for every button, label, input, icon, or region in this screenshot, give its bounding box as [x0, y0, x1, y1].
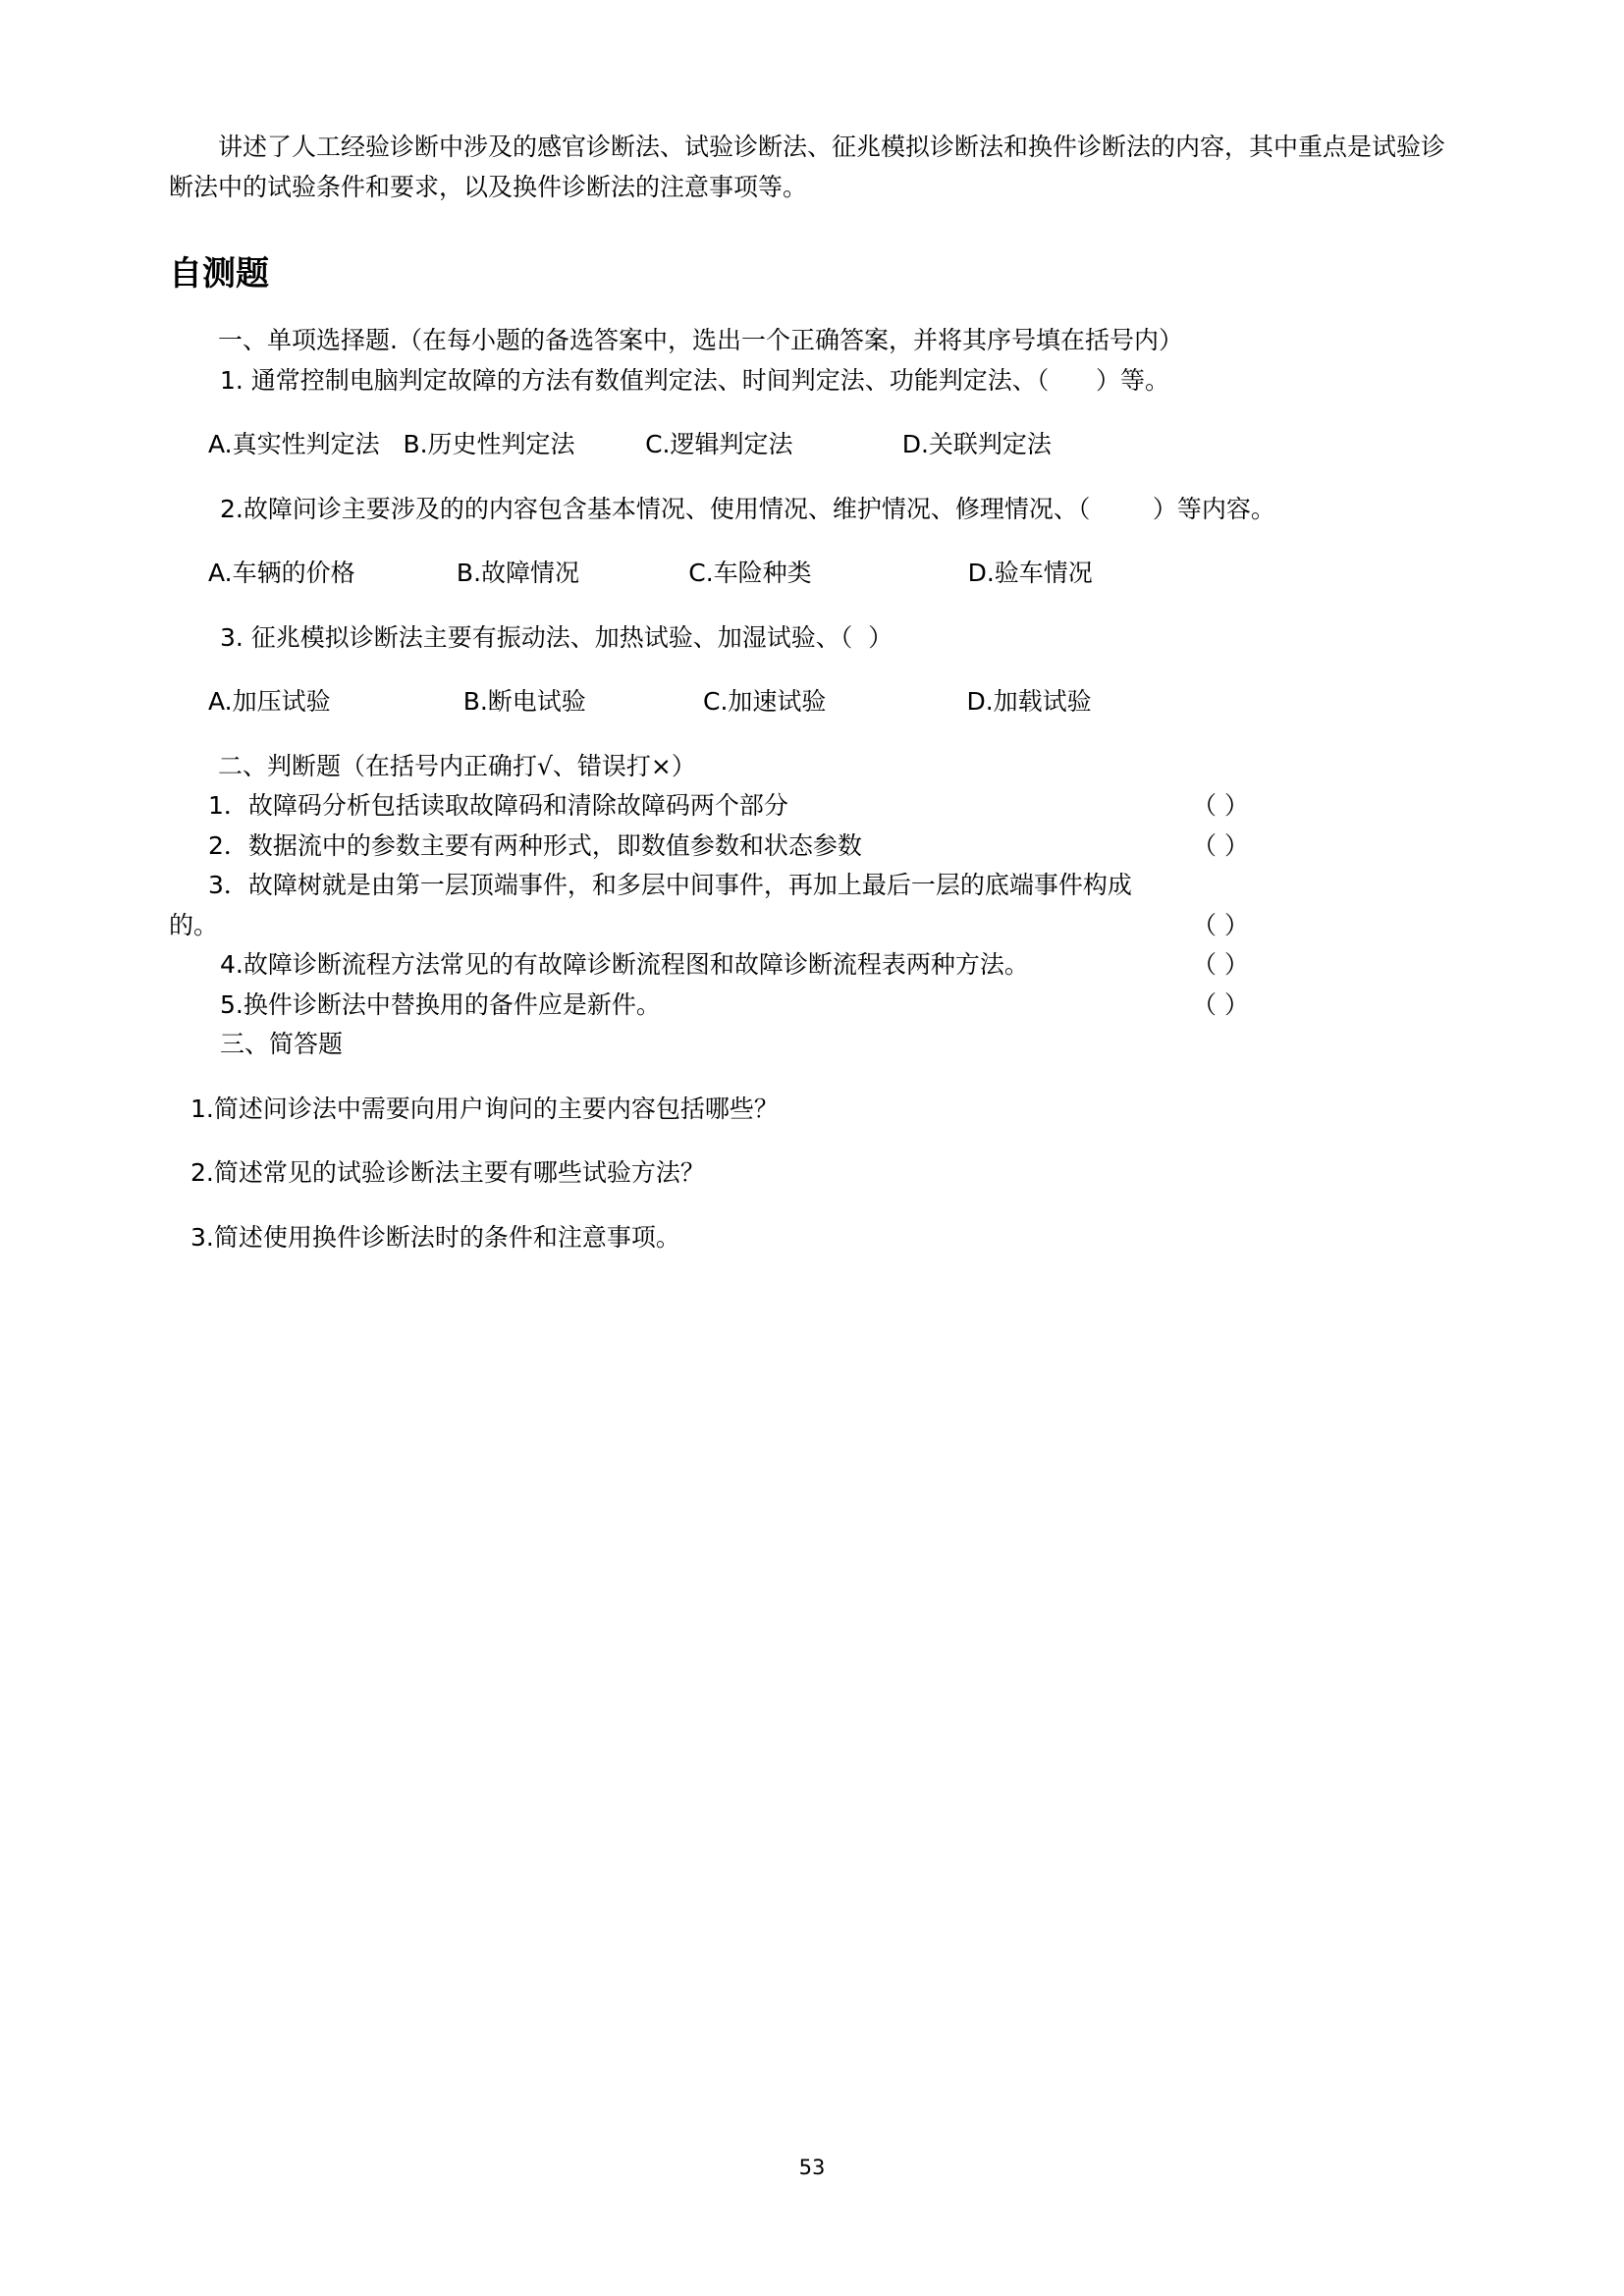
- part3-item-2: 2.简述常见的试验诊断法主要有哪些试验方法？: [190, 1158, 705, 1188]
- part2-item-1: [169, 786, 1445, 827]
- part1-question-1: 1. 通常控制电脑判定故障的方法有数值判定法、时间判定法、功能判定法、（ ）等。: [220, 365, 1169, 395]
- part1-heading: 一、单项选择题.（在每小题的备选答案中，选出一个正确答案，并将其序号填在括号内）: [218, 326, 1183, 355]
- part2-item-5: [169, 986, 1445, 1026]
- part2-item-1-answer-box[interactable]: （ ）: [1192, 791, 1249, 821]
- part3-item-1: 1.简述问诊法中需要向用户询问的主要内容包括哪些？: [190, 1094, 779, 1123]
- part2-item-5-text: 5.换件诊断法中替换用的备件应是新件。: [220, 989, 661, 1019]
- part2-item-2: [169, 827, 1445, 867]
- part2-item-2-answer-box[interactable]: （ ）: [1192, 830, 1249, 860]
- page-number: 53: [798, 2156, 826, 2179]
- part2-item-4-text: 4.故障诊断流程方法常见的有故障诊断流程图和故障诊断流程表两种方法。: [220, 950, 1029, 980]
- spacer: [788, 786, 1192, 827]
- part3-heading: 三、简答题: [220, 1030, 344, 1059]
- part1-question-2-options: A.车辆的价格 B.故障情况 C.车险种类 D.验车情况: [208, 559, 1093, 588]
- part2-item-3-line2-row: [169, 906, 1445, 946]
- part2-item-2-text: 2．数据流中的参数主要有两种形式，即数值参数和状态参数: [208, 830, 862, 860]
- part2-item-3: [169, 866, 1445, 945]
- part1-question-3: 3. 征兆模拟诊断法主要有振动法、加热试验、加湿试验、（ ）: [220, 622, 893, 652]
- spacer: [218, 906, 1192, 946]
- spacer: [1029, 945, 1192, 986]
- part2-item-3-answer-box[interactable]: （ ）: [1192, 910, 1249, 939]
- part2-item-3-line2: 的。: [169, 910, 219, 939]
- section-heading-self-test: 自测题: [169, 254, 269, 294]
- part2-item-1-text: 1．故障码分析包括读取故障码和清除故障码两个部分: [208, 791, 788, 821]
- spacer: [862, 827, 1192, 867]
- part1-question-3-options: A.加压试验 B.断电试验 C.加速试验 D.加载试验: [208, 687, 1092, 717]
- part2-item-4-answer-box[interactable]: （ ）: [1192, 950, 1249, 980]
- intro-paragraph: 讲述了人工经验诊断中涉及的感官诊断法、试验诊断法、征兆模拟诊断法和换件诊断法的内容，其中重点是试验诊断法中的试验条件和要求，以及换件诊断法的注意事项等。: [169, 133, 1446, 201]
- document-body: [169, 128, 1445, 1282]
- part2-item-3-line1: 3．故障树就是由第一层顶端事件，和多层中间事件，再加上最后一层的底端事件构成: [208, 871, 1132, 900]
- spacer: [661, 986, 1192, 1026]
- part2-heading: 二、判断题（在括号内正确打√、错误打×）: [218, 751, 696, 780]
- part1-question-1-options: A.真实性判定法 B.历史性判定法 C.逻辑判定法 D.关联判定法: [208, 430, 1052, 459]
- part1-question-2: 2.故障问诊主要涉及的的内容包含基本情况、使用情况、维护情况、修理情况、（ ）等内容。: [220, 494, 1275, 523]
- part2-item-5-answer-box[interactable]: （ ）: [1192, 989, 1249, 1019]
- part2-item-4: [169, 945, 1445, 986]
- part3-item-3: 3.简述使用换件诊断法时的条件和注意事项。: [190, 1222, 680, 1252]
